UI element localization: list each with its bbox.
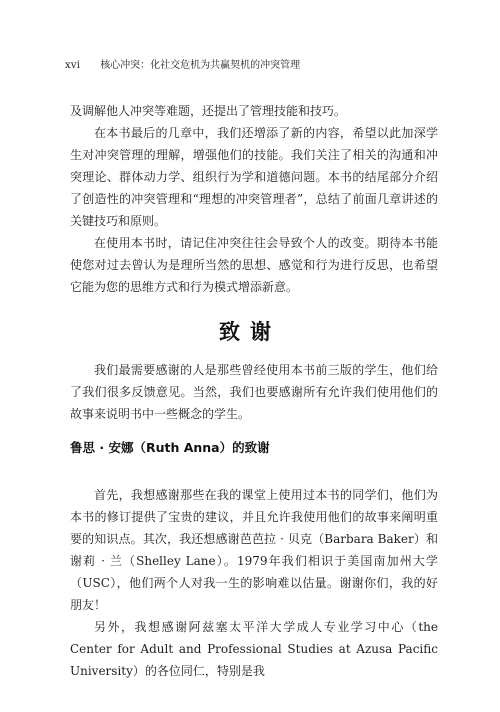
section-paragraph: 另外，我想感谢阿兹塞太平洋大学成人专业学习中心（the Center for Adult and Professional Studies at Azusa Pacific University）的各位同仁，特别是我 [70, 620, 438, 678]
page-number: xvi [65, 60, 81, 71]
acknowledgement-paragraph: 我们最需要感谢的人是那些曾经使用本书前三版的学生，他们给了我们很多反馈意见。当然，我们也要感谢所有允许我们使用他们的故事来说明书中一些概念的学生。 [70, 363, 438, 421]
acknowledgement-text-block [70, 359, 438, 425]
chapter-title: 致谢 [219, 319, 281, 344]
intro-text-block [70, 100, 438, 298]
intro-paragraph: 在使用本书时，请记住冲突往往会导致个人的改变。期待本书能使您对过去曾认为是理所当然的思想、感觉和行为进行反思，也希望它能为您的思维方式和行为模式增添新意。 [70, 236, 438, 294]
section-heading: 鲁思 · 安娜（Ruth Anna）的致谢 [70, 440, 270, 455]
running-book-title: 核心冲突：化社交危机为共赢契机的冲突管理 [100, 60, 301, 71]
section-paragraph: 首先，我想感谢那些在我的课堂上使用过本书的同学们，他们为本书的修订提供了宝贵的建议，并且允许我使用他们的故事来阐明重要的知识点。其次，我还想感谢芭芭拉 · 贝克（Barbara Baker）和谢莉 · 兰（Shelley Lane）。1979年我们相识于美国南加州大学（USC），他们两个人对我一生的影响难以估量。谢谢你们，我的好朋友！ [70, 488, 438, 612]
running-header [65, 56, 300, 71]
section-text-block [70, 484, 438, 682]
intro-paragraph: 在本书最后的几章中，我们还增添了新的内容，希望以此加深学生对冲突管理的理解，增强他们的技能。我们关注了相关的沟通和冲突理论、群体动力学、组织行为学和道德问题。本书的结尾部分介绍了创造性的冲突管理和“理想的冲突管理者”，总结了前面几章讲述的关键技巧和原则。 [70, 126, 438, 228]
intro-paragraph-continued: 及调解他人冲突等难题，还提出了管理技能和技巧。 [70, 104, 347, 118]
